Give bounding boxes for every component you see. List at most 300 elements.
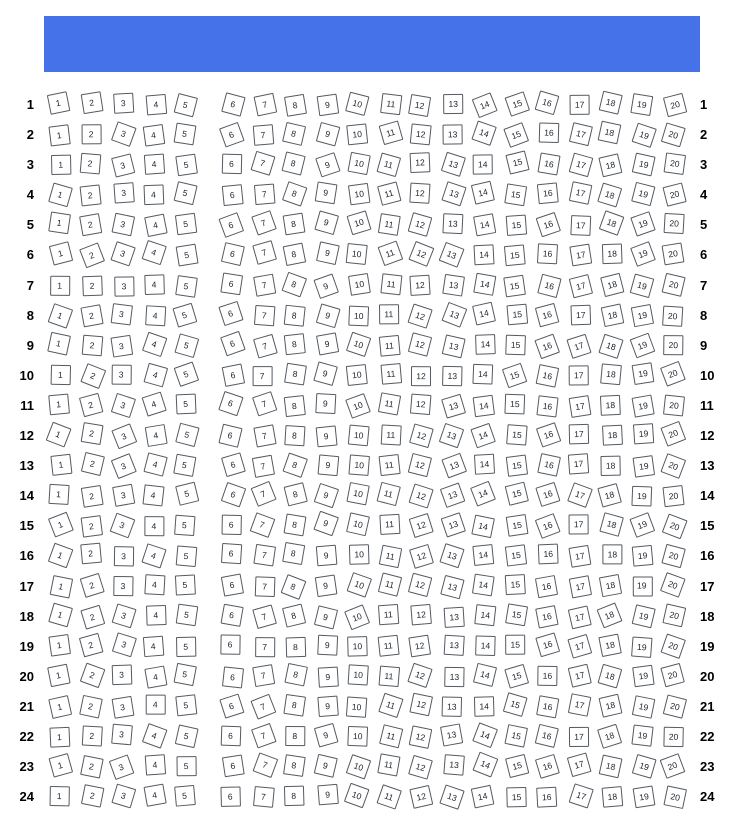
numbered-tile[interactable] — [111, 724, 133, 746]
numbered-tile[interactable] — [472, 573, 495, 596]
numbered-tile[interactable] — [503, 274, 526, 297]
numbered-tile[interactable] — [599, 694, 623, 718]
numbered-tile[interactable] — [113, 182, 134, 203]
tile-cell[interactable] — [346, 273, 372, 299]
numbered-tile[interactable] — [567, 693, 590, 716]
tile-cell[interactable] — [409, 604, 435, 630]
numbered-tile[interactable] — [144, 274, 165, 295]
numbered-tile[interactable] — [313, 483, 338, 508]
tile-cell[interactable] — [631, 212, 657, 238]
numbered-tile[interactable] — [438, 423, 463, 448]
tile-cell[interactable] — [174, 574, 200, 600]
numbered-tile[interactable] — [408, 213, 433, 238]
tile-cell[interactable] — [599, 152, 625, 178]
tile-cell[interactable] — [631, 242, 657, 268]
numbered-tile[interactable] — [631, 604, 655, 628]
tile-cell[interactable] — [346, 423, 372, 449]
numbered-tile[interactable] — [144, 754, 165, 775]
numbered-tile[interactable] — [251, 210, 277, 236]
tile-cell[interactable] — [174, 212, 200, 238]
numbered-tile[interactable] — [111, 423, 137, 449]
numbered-tile[interactable] — [440, 574, 464, 598]
numbered-tile[interactable] — [600, 395, 621, 416]
tile-cell[interactable] — [378, 122, 404, 148]
numbered-tile[interactable] — [568, 365, 588, 385]
numbered-tile[interactable] — [174, 515, 195, 536]
numbered-tile[interactable] — [567, 482, 593, 508]
numbered-tile[interactable] — [80, 755, 104, 779]
tile-cell[interactable] — [599, 92, 625, 118]
tile-cell[interactable] — [441, 423, 467, 449]
tile-cell[interactable] — [409, 423, 435, 449]
numbered-tile[interactable] — [141, 544, 166, 569]
numbered-tile[interactable] — [475, 635, 496, 656]
tile-cell[interactable] — [441, 393, 467, 419]
tile-cell[interactable] — [48, 543, 74, 569]
numbered-tile[interactable] — [144, 424, 167, 447]
numbered-tile[interactable] — [536, 395, 558, 417]
numbered-tile[interactable] — [630, 93, 653, 116]
numbered-tile[interactable] — [503, 122, 529, 148]
tile-cell[interactable] — [599, 634, 625, 660]
numbered-tile[interactable] — [535, 513, 561, 539]
tile-cell[interactable] — [378, 152, 404, 178]
tile-cell[interactable] — [441, 574, 467, 600]
tile-cell[interactable] — [346, 664, 372, 690]
tile-cell[interactable] — [409, 182, 435, 208]
tile-cell[interactable] — [504, 152, 530, 178]
tile-cell[interactable] — [346, 784, 372, 810]
numbered-tile[interactable] — [504, 545, 526, 567]
numbered-tile[interactable] — [632, 665, 654, 687]
tile-cell[interactable] — [80, 694, 106, 720]
tile-cell[interactable] — [378, 423, 404, 449]
tile-cell[interactable] — [80, 754, 106, 780]
numbered-tile[interactable] — [48, 695, 72, 719]
numbered-tile[interactable] — [112, 484, 135, 507]
numbered-tile[interactable] — [141, 331, 166, 356]
tile-cell[interactable] — [504, 303, 530, 329]
numbered-tile[interactable] — [284, 514, 307, 537]
numbered-tile[interactable] — [472, 752, 498, 778]
numbered-tile[interactable] — [470, 481, 496, 507]
tile-cell[interactable] — [536, 393, 562, 419]
tile-cell[interactable] — [568, 513, 594, 539]
numbered-tile[interactable] — [48, 303, 74, 329]
tile-cell[interactable] — [631, 92, 657, 118]
numbered-tile[interactable] — [377, 182, 401, 206]
tile-cell[interactable] — [441, 182, 467, 208]
tile-cell[interactable] — [143, 393, 169, 419]
numbered-tile[interactable] — [50, 275, 70, 295]
tile-cell[interactable] — [662, 694, 688, 720]
numbered-tile[interactable] — [253, 305, 274, 326]
numbered-tile[interactable] — [473, 395, 495, 417]
numbered-tile[interactable] — [378, 693, 403, 718]
tile-cell[interactable] — [48, 483, 74, 509]
tile-cell[interactable] — [315, 634, 341, 660]
numbered-tile[interactable] — [537, 666, 557, 686]
numbered-tile[interactable] — [317, 784, 339, 806]
tile-cell[interactable] — [631, 694, 657, 720]
numbered-tile[interactable] — [472, 722, 498, 748]
numbered-tile[interactable] — [567, 634, 592, 659]
numbered-tile[interactable] — [663, 335, 683, 355]
numbered-tile[interactable] — [661, 544, 685, 568]
numbered-tile[interactable] — [48, 124, 70, 146]
tile-cell[interactable] — [174, 453, 200, 479]
tile-cell[interactable] — [283, 122, 309, 148]
numbered-tile[interactable] — [441, 453, 467, 479]
numbered-tile[interactable] — [283, 243, 307, 267]
tile-cell[interactable] — [441, 724, 467, 750]
tile-cell[interactable] — [220, 453, 246, 479]
tile-cell[interactable] — [378, 453, 404, 479]
numbered-tile[interactable] — [567, 453, 588, 474]
numbered-tile[interactable] — [111, 784, 136, 809]
numbered-tile[interactable] — [597, 483, 622, 508]
tile-cell[interactable] — [441, 303, 467, 329]
tile-cell[interactable] — [631, 273, 657, 299]
tile-cell[interactable] — [283, 303, 309, 329]
tile-cell[interactable] — [283, 513, 309, 539]
tile-cell[interactable] — [409, 273, 435, 299]
numbered-tile[interactable] — [79, 243, 105, 269]
numbered-tile[interactable] — [409, 274, 430, 295]
tile-cell[interactable] — [111, 92, 137, 118]
tile-cell[interactable] — [378, 212, 404, 238]
numbered-tile[interactable] — [314, 574, 337, 597]
numbered-tile[interactable] — [253, 424, 276, 447]
numbered-tile[interactable] — [663, 694, 687, 718]
tile-cell[interactable] — [504, 423, 530, 449]
numbered-tile[interactable] — [474, 696, 495, 717]
tile-cell[interactable] — [111, 513, 137, 539]
tile-cell[interactable] — [80, 273, 106, 299]
numbered-tile[interactable] — [660, 421, 686, 447]
tile-cell[interactable] — [315, 724, 341, 750]
tile-cell[interactable] — [174, 694, 200, 720]
numbered-tile[interactable] — [114, 276, 134, 296]
numbered-tile[interactable] — [145, 305, 166, 326]
tile-cell[interactable] — [48, 453, 74, 479]
numbered-tile[interactable] — [539, 123, 560, 144]
numbered-tile[interactable] — [222, 515, 242, 535]
tile-cell[interactable] — [378, 242, 404, 268]
tile-cell[interactable] — [441, 784, 467, 810]
tile-cell[interactable] — [174, 393, 200, 419]
numbered-tile[interactable] — [408, 634, 431, 657]
tile-cell[interactable] — [568, 393, 594, 419]
tile-cell[interactable] — [283, 634, 309, 660]
numbered-tile[interactable] — [570, 304, 591, 325]
tile-cell[interactable] — [80, 453, 106, 479]
tile-cell[interactable] — [283, 694, 309, 720]
numbered-tile[interactable] — [408, 241, 434, 267]
numbered-tile[interactable] — [252, 366, 272, 386]
numbered-tile[interactable] — [251, 455, 274, 478]
tile-cell[interactable] — [252, 182, 278, 208]
tile-cell[interactable] — [472, 664, 498, 690]
numbered-tile[interactable] — [46, 422, 72, 448]
numbered-tile[interactable] — [284, 94, 307, 117]
numbered-tile[interactable] — [631, 636, 652, 657]
tile-cell[interactable] — [174, 423, 200, 449]
tile-cell[interactable] — [346, 152, 372, 178]
numbered-tile[interactable] — [316, 332, 339, 355]
tile-cell[interactable] — [48, 784, 74, 810]
numbered-tile[interactable] — [537, 183, 559, 205]
tile-cell[interactable] — [48, 574, 74, 600]
tile-cell[interactable] — [536, 453, 562, 479]
tile-cell[interactable] — [143, 212, 169, 238]
tile-cell[interactable] — [568, 483, 594, 509]
tile-cell[interactable] — [409, 333, 435, 359]
tile-cell[interactable] — [599, 754, 625, 780]
tile-cell[interactable] — [48, 754, 74, 780]
numbered-tile[interactable] — [535, 605, 558, 628]
tile-cell[interactable] — [378, 574, 404, 600]
numbered-tile[interactable] — [253, 184, 275, 206]
tile-cell[interactable] — [174, 724, 200, 750]
numbered-tile[interactable] — [535, 482, 560, 507]
numbered-tile[interactable] — [79, 185, 101, 207]
tile-cell[interactable] — [662, 754, 688, 780]
tile-cell[interactable] — [143, 724, 169, 750]
numbered-tile[interactable] — [568, 575, 591, 598]
numbered-tile[interactable] — [348, 273, 371, 296]
numbered-tile[interactable] — [174, 123, 197, 146]
tile-cell[interactable] — [143, 152, 169, 178]
numbered-tile[interactable] — [535, 754, 560, 779]
tile-cell[interactable] — [599, 724, 625, 750]
numbered-tile[interactable] — [80, 515, 102, 537]
tile-cell[interactable] — [252, 604, 278, 630]
tile-cell[interactable] — [174, 634, 200, 660]
tile-cell[interactable] — [143, 242, 169, 268]
numbered-tile[interactable] — [662, 603, 686, 627]
tile-cell[interactable] — [111, 333, 137, 359]
tile-cell[interactable] — [111, 754, 137, 780]
numbered-tile[interactable] — [473, 214, 496, 237]
tile-cell[interactable] — [472, 543, 498, 569]
numbered-tile[interactable] — [145, 94, 167, 116]
numbered-tile[interactable] — [409, 513, 434, 538]
numbered-tile[interactable] — [282, 181, 308, 207]
tile-cell[interactable] — [80, 122, 106, 148]
numbered-tile[interactable] — [346, 482, 369, 505]
tile-cell[interactable] — [346, 513, 372, 539]
numbered-tile[interactable] — [252, 124, 274, 146]
tile-cell[interactable] — [631, 664, 657, 690]
tile-cell[interactable] — [378, 724, 404, 750]
tile-cell[interactable] — [568, 724, 594, 750]
numbered-tile[interactable] — [346, 513, 370, 537]
tile-cell[interactable] — [174, 363, 200, 389]
numbered-tile[interactable] — [602, 425, 623, 446]
tile-cell[interactable] — [662, 212, 688, 238]
numbered-tile[interactable] — [409, 693, 433, 717]
tile-cell[interactable] — [252, 634, 278, 660]
numbered-tile[interactable] — [569, 95, 589, 115]
numbered-tile[interactable] — [79, 213, 102, 236]
numbered-tile[interactable] — [141, 723, 167, 749]
tile-cell[interactable] — [536, 664, 562, 690]
tile-cell[interactable] — [536, 634, 562, 660]
tile-cell[interactable] — [143, 574, 169, 600]
numbered-tile[interactable] — [284, 786, 305, 807]
numbered-tile[interactable] — [471, 515, 495, 539]
tile-cell[interactable] — [504, 363, 530, 389]
tile-cell[interactable] — [472, 212, 498, 238]
numbered-tile[interactable] — [409, 725, 433, 749]
numbered-tile[interactable] — [283, 694, 306, 717]
numbered-tile[interactable] — [440, 152, 465, 177]
tile-cell[interactable] — [80, 574, 106, 600]
numbered-tile[interactable] — [598, 633, 621, 656]
numbered-tile[interactable] — [378, 121, 403, 146]
numbered-tile[interactable] — [441, 696, 461, 716]
numbered-tile[interactable] — [409, 423, 434, 448]
numbered-tile[interactable] — [632, 576, 652, 596]
tile-cell[interactable] — [220, 92, 246, 118]
tile-cell[interactable] — [662, 664, 688, 690]
tile-cell[interactable] — [111, 363, 137, 389]
numbered-tile[interactable] — [80, 485, 103, 508]
tile-cell[interactable] — [283, 92, 309, 118]
numbered-tile[interactable] — [376, 784, 401, 809]
tile-cell[interactable] — [220, 604, 246, 630]
tile-cell[interactable] — [143, 784, 169, 810]
tile-cell[interactable] — [315, 273, 341, 299]
tile-cell[interactable] — [504, 574, 530, 600]
tile-cell[interactable] — [111, 212, 137, 238]
numbered-tile[interactable] — [175, 694, 197, 716]
numbered-tile[interactable] — [662, 485, 684, 507]
numbered-tile[interactable] — [175, 423, 199, 447]
numbered-tile[interactable] — [408, 572, 432, 596]
tile-cell[interactable] — [504, 694, 530, 720]
numbered-tile[interactable] — [660, 633, 685, 658]
numbered-tile[interactable] — [144, 665, 167, 688]
numbered-tile[interactable] — [315, 152, 340, 177]
tile-cell[interactable] — [631, 152, 657, 178]
numbered-tile[interactable] — [347, 211, 372, 236]
numbered-tile[interactable] — [315, 393, 336, 414]
tile-cell[interactable] — [252, 303, 278, 329]
tile-cell[interactable] — [441, 212, 467, 238]
tile-cell[interactable] — [346, 694, 372, 720]
tile-cell[interactable] — [174, 242, 200, 268]
tile-cell[interactable] — [631, 543, 657, 569]
tile-cell[interactable] — [346, 92, 372, 118]
numbered-tile[interactable] — [176, 603, 199, 626]
numbered-tile[interactable] — [249, 513, 275, 539]
tile-cell[interactable] — [599, 453, 625, 479]
numbered-tile[interactable] — [379, 514, 400, 535]
numbered-tile[interactable] — [347, 636, 368, 657]
numbered-tile[interactable] — [631, 545, 653, 567]
numbered-tile[interactable] — [537, 153, 560, 176]
numbered-tile[interactable] — [348, 183, 370, 205]
numbered-tile[interactable] — [631, 123, 656, 148]
numbered-tile[interactable] — [220, 634, 240, 654]
tile-cell[interactable] — [252, 483, 278, 509]
tile-cell[interactable] — [48, 363, 74, 389]
tile-cell[interactable] — [111, 604, 137, 630]
numbered-tile[interactable] — [568, 274, 592, 298]
numbered-tile[interactable] — [79, 572, 104, 597]
numbered-tile[interactable] — [173, 454, 196, 477]
numbered-tile[interactable] — [601, 303, 625, 327]
tile-cell[interactable] — [568, 664, 594, 690]
tile-cell[interactable] — [80, 604, 106, 630]
tile-cell[interactable] — [378, 363, 404, 389]
numbered-tile[interactable] — [411, 366, 431, 386]
tile-cell[interactable] — [504, 453, 530, 479]
tile-cell[interactable] — [48, 182, 74, 208]
numbered-tile[interactable] — [253, 93, 277, 117]
tile-cell[interactable] — [80, 303, 106, 329]
numbered-tile[interactable] — [175, 724, 199, 748]
tile-cell[interactable] — [80, 543, 106, 569]
numbered-tile[interactable] — [221, 452, 246, 477]
numbered-tile[interactable] — [111, 121, 137, 147]
numbered-tile[interactable] — [111, 303, 133, 325]
tile-cell[interactable] — [568, 604, 594, 630]
numbered-tile[interactable] — [112, 603, 137, 628]
tile-cell[interactable] — [346, 543, 372, 569]
numbered-tile[interactable] — [80, 604, 105, 629]
tile-cell[interactable] — [315, 543, 341, 569]
numbered-tile[interactable] — [221, 92, 245, 116]
numbered-tile[interactable] — [344, 783, 370, 809]
numbered-tile[interactable] — [441, 334, 465, 358]
tile-cell[interactable] — [568, 303, 594, 329]
tile-cell[interactable] — [504, 393, 530, 419]
tile-cell[interactable] — [472, 363, 498, 389]
tile-cell[interactable] — [220, 303, 246, 329]
tile-cell[interactable] — [80, 483, 106, 509]
tile-cell[interactable] — [568, 784, 594, 810]
tile-cell[interactable] — [472, 784, 498, 810]
numbered-tile[interactable] — [570, 215, 591, 236]
tile-cell[interactable] — [283, 784, 309, 810]
numbered-tile[interactable] — [348, 664, 369, 685]
tile-cell[interactable] — [662, 543, 688, 569]
numbered-tile[interactable] — [48, 602, 73, 627]
tile-cell[interactable] — [283, 182, 309, 208]
numbered-tile[interactable] — [537, 244, 558, 265]
numbered-tile[interactable] — [48, 484, 69, 505]
tile-cell[interactable] — [409, 754, 435, 780]
tile-cell[interactable] — [441, 664, 467, 690]
numbered-tile[interactable] — [142, 124, 165, 147]
tile-cell[interactable] — [472, 92, 498, 118]
numbered-tile[interactable] — [505, 754, 529, 778]
tile-cell[interactable] — [568, 242, 594, 268]
numbered-tile[interactable] — [109, 754, 135, 780]
tile-cell[interactable] — [504, 333, 530, 359]
tile-cell[interactable] — [220, 423, 246, 449]
numbered-tile[interactable] — [504, 724, 528, 748]
numbered-tile[interactable] — [569, 244, 592, 267]
tile-cell[interactable] — [111, 724, 137, 750]
tile-cell[interactable] — [441, 634, 467, 660]
tile-cell[interactable] — [409, 634, 435, 660]
tile-cell[interactable] — [315, 513, 341, 539]
numbered-tile[interactable] — [346, 331, 371, 356]
